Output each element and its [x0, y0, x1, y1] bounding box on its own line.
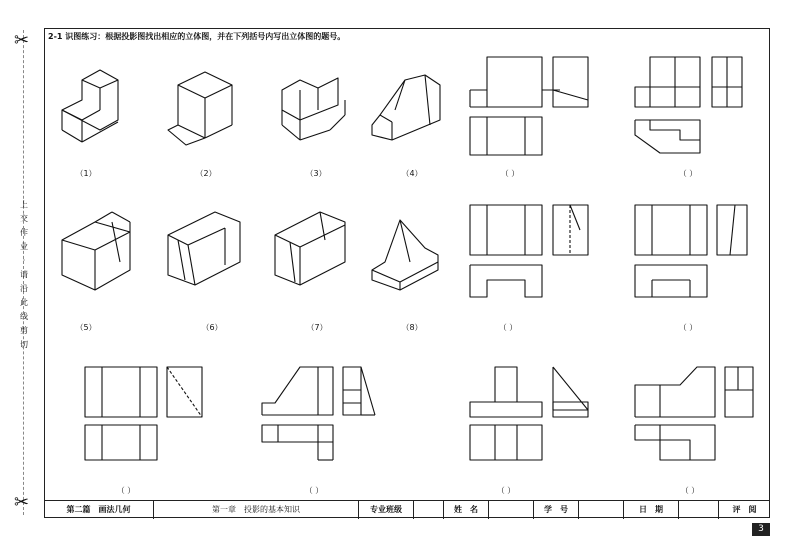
answer-blank[interactable]: （ ） [678, 169, 698, 178]
chapter-title: 第一章 投影的基本知识 [154, 501, 359, 519]
projection-h [635, 367, 753, 460]
solid-2 [168, 72, 232, 145]
solid-4 [372, 75, 440, 140]
id-field[interactable] [579, 501, 624, 519]
solid-label-8: （8） [401, 323, 423, 332]
projection-f [262, 367, 375, 460]
answer-blank[interactable]: （ ） [116, 486, 136, 495]
projection-g [470, 367, 588, 460]
solid-5 [62, 212, 130, 290]
solid-label-2: （2） [195, 169, 217, 178]
answer-blank[interactable]: （ ） [500, 169, 520, 178]
answer-blank[interactable]: （ ） [304, 486, 324, 495]
date-label: 日 期 [624, 501, 679, 519]
class-label: 专业班级 [359, 501, 414, 519]
solid-label-1: （1） [75, 169, 97, 178]
title-block [44, 500, 770, 518]
projection-b [635, 57, 742, 153]
name-label: 姓 名 [444, 501, 489, 519]
date-field[interactable] [679, 501, 719, 519]
name-field[interactable] [489, 501, 534, 519]
cut-instruction-char: 剪 [20, 326, 28, 335]
answer-blank[interactable]: （ ） [680, 486, 700, 495]
projection-c [470, 205, 588, 297]
solid-label-7: （7） [306, 323, 328, 332]
solid-7 [275, 212, 345, 285]
answer-blank[interactable]: （ ） [496, 486, 516, 495]
review-label: 评 阅 [732, 505, 757, 514]
part-title: 第二篇 画法几何 [44, 501, 154, 519]
solid-label-6: （6） [201, 323, 223, 332]
class-field[interactable] [414, 501, 444, 519]
page-number: 3 [752, 523, 770, 536]
id-label: 学 号 [534, 501, 579, 519]
solid-8 [372, 220, 438, 290]
solid-6 [168, 212, 240, 285]
solid-label-3: （3） [305, 169, 327, 178]
cut-instruction-char: 业 [20, 242, 28, 251]
cut-instruction-char: 切 [20, 340, 28, 349]
cut-instruction-char: 作 [20, 228, 28, 237]
exercise-title: 2-1 识图练习：根据投影图找出相应的立体图，并在下列括号内写出立体图的题号。 [48, 32, 346, 41]
solid-label-4: （4） [401, 169, 423, 178]
cut-instruction-char: 交 [20, 214, 28, 223]
scissors-icon: ✂ [14, 492, 30, 513]
projection-e [85, 367, 202, 460]
solid-1 [62, 70, 118, 142]
cut-instruction-char: 此 [20, 298, 28, 307]
solid-label-5: （5） [75, 323, 97, 332]
projection-d [635, 205, 747, 297]
cut-instruction-char: 沿 [20, 284, 28, 293]
cut-instruction-char: · [22, 256, 26, 265]
answer-blank[interactable]: （ ） [678, 323, 698, 332]
scissors-icon: ✂ [14, 30, 30, 51]
cut-instruction-char: 请 [20, 270, 28, 279]
cut-instruction-char: 上 [20, 200, 28, 209]
cut-instruction-char: 线 [20, 312, 28, 321]
projection-a [470, 57, 588, 155]
solid-3 [282, 78, 345, 140]
answer-blank[interactable]: （ ） [498, 323, 518, 332]
